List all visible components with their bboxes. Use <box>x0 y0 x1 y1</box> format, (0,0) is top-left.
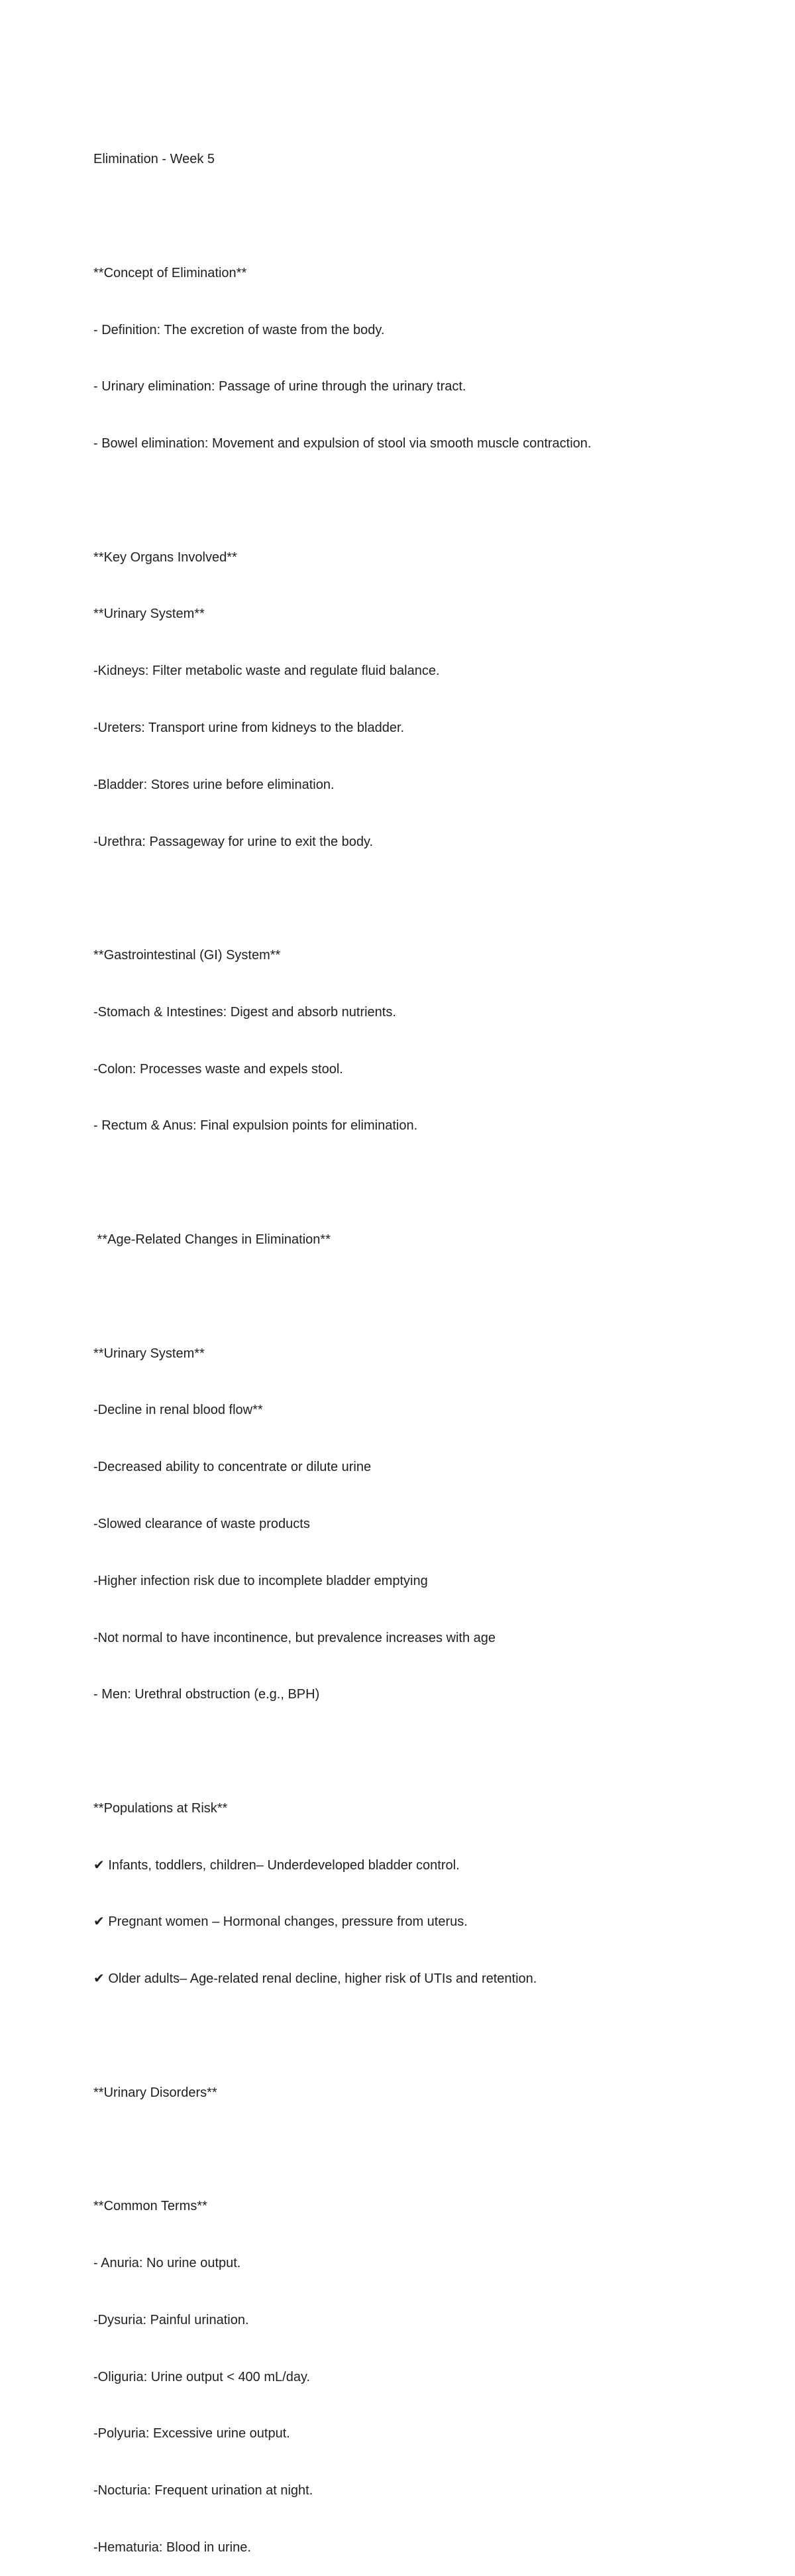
subsection-heading: **Common Terms** <box>93 2199 207 2214</box>
checklist-item: ✔ Infants, toddlers, children– Underdeveloped bladder control. <box>93 1857 460 1873</box>
text-line: -Bladder: Stores urine before elimination. <box>93 777 335 792</box>
section-heading: **Urinary Disorders** <box>93 2085 217 2100</box>
checklist-item: ✔ Older adults– Age-related renal decline, higher risk of UTIs and retention. <box>93 1971 537 1987</box>
text-line: -Slowed clearance of waste products <box>93 1516 310 1531</box>
text-line: - Rectum & Anus: Final expulsion points for elimination. <box>93 1118 418 1134</box>
section-heading: **Populations at Risk** <box>93 1800 228 1816</box>
text-line: -Hematuria: Blood in urine. <box>93 2540 251 2555</box>
doc-title: Elimination - Week 5 <box>93 152 215 167</box>
checklist-item: ✔ Pregnant women – Hormonal changes, pressure from uterus. <box>93 1914 468 1930</box>
text-line: - Urinary elimination: Passage of urine through the urinary tract. <box>93 379 466 394</box>
text-line: -Polyuria: Excessive urine output. <box>93 2426 290 2441</box>
text-line: -Dysuria: Painful urination. <box>93 2312 249 2327</box>
text-line: -Kidneys: Filter metabolic waste and regulate fluid balance. <box>93 664 440 679</box>
section-heading: **Key Organs Involved** <box>93 550 237 565</box>
text-line: -Ureters: Transport urine from kidneys to the bladder. <box>93 721 405 735</box>
blank-line <box>93 1742 756 1761</box>
text-line: -Not normal to have incontinence, but prevalence increases with age <box>93 1630 496 1645</box>
document-body <box>93 112 756 2576</box>
text-line: -Colon: Processes waste and expels stool. <box>93 1061 343 1077</box>
text-line: -Oliguria: Urine output < 400 mL/day. <box>93 2369 311 2384</box>
text-line: -Higher infection risk due to incomplete bladder emptying <box>93 1573 428 1588</box>
blank-line <box>93 2026 756 2046</box>
blank-line <box>93 207 756 226</box>
text-line: -Stomach & Intestines: Digest and absorb nutrients. <box>93 1004 396 1020</box>
subsection-heading: **Urinary System** <box>93 1346 205 1361</box>
text-line: -Decreased ability to concentrate or dilute urine <box>93 1460 372 1475</box>
text-line: - Men: Urethral obstruction (e.g., BPH) <box>93 1687 320 1702</box>
subsection-heading: **Gastrointestinal (GI) System** <box>93 948 281 963</box>
text-line: -Urethra: Passageway for urine to exit the body. <box>93 834 374 849</box>
section-heading: **Concept of Elimination** <box>93 265 247 280</box>
blank-line <box>93 491 756 510</box>
blank-line <box>93 889 756 908</box>
blank-line <box>93 1173 756 1193</box>
text-line: -Nocturia: Frequent urination at night. <box>93 2483 313 2498</box>
section-heading: **Age-Related Changes in Elimination** <box>93 1232 331 1248</box>
text-line: - Anuria: No urine output. <box>93 2256 241 2271</box>
blank-line <box>93 2140 756 2160</box>
text-line: - Definition: The excretion of waste from the body. <box>93 322 385 337</box>
blank-line <box>93 1287 756 1307</box>
subsection-heading: **Urinary System** <box>93 607 205 622</box>
text-line: -Decline in renal blood flow** <box>93 1403 263 1418</box>
text-line: - Bowel elimination: Movement and expulsion of stool via smooth muscle contraction. <box>93 436 592 451</box>
